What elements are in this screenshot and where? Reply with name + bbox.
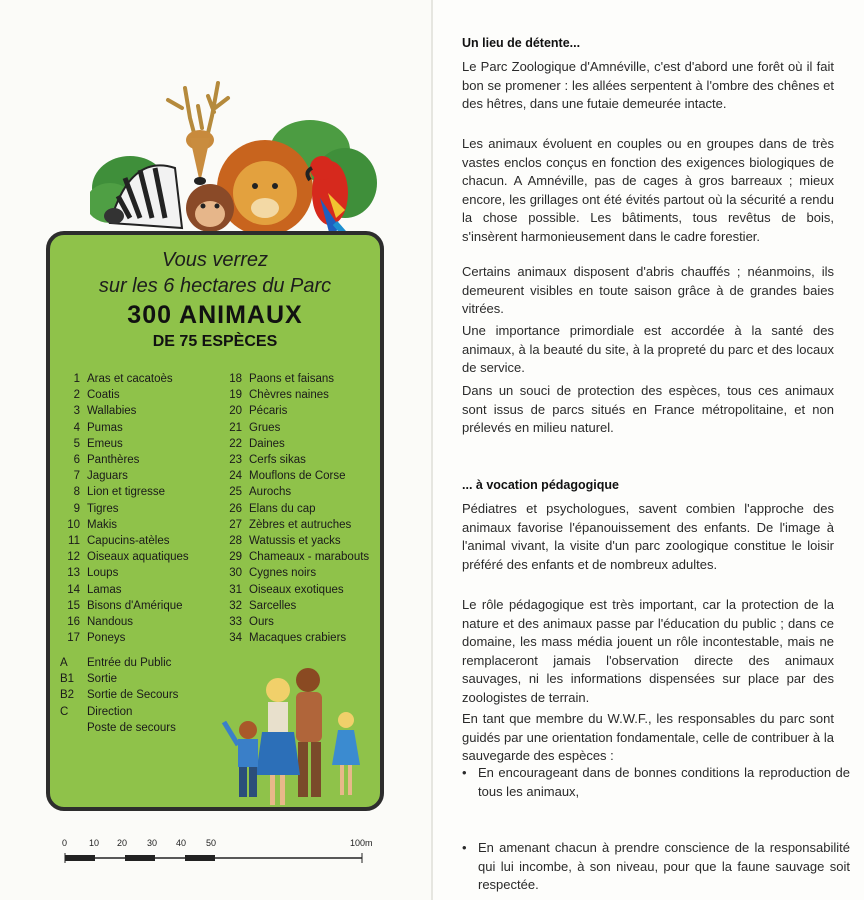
legend-item: Poste de secours bbox=[87, 721, 176, 734]
list-item: 31 Oiseaux exotiques bbox=[229, 583, 344, 596]
list-item: 18 Paons et faisans bbox=[229, 373, 335, 385]
scale-bar bbox=[62, 850, 382, 866]
bullet-item: • En encourageant dans de bonnes conditions la reproduction de tous les animaux, bbox=[462, 765, 850, 799]
list-item: 23 Cerfs sikas bbox=[229, 454, 306, 467]
list-item: 29 Chameaux - marabouts bbox=[229, 551, 370, 564]
list-item: 3 Wallabies bbox=[73, 405, 137, 418]
right-panel bbox=[434, 0, 864, 900]
map-legend bbox=[60, 655, 178, 736]
paragraph: Dans un souci de protection des espèces, tous ces animaux sont issus de parcs situés en France métropolitaine, et non prélevés en milieu naturel. bbox=[462, 383, 834, 435]
list-item: 32 Sarcelles bbox=[229, 599, 297, 612]
paragraph: Certains animaux disposent d'abris chauffés ; néanmoins, ils demeurent visibles en toute saison grâce à de grandes baies vitrées. bbox=[462, 264, 834, 316]
list-item: 2 Coatis bbox=[73, 389, 120, 402]
list-item: 33 Ours bbox=[229, 616, 274, 629]
list-item: 34 Macaques crabiers bbox=[229, 632, 347, 645]
list-item: 27 Zèbres et autruches bbox=[229, 518, 352, 531]
bullet-marker: • bbox=[462, 840, 467, 855]
bullet-marker: • bbox=[462, 765, 467, 780]
paragraph: Le Parc Zoologique d'Amnéville, c'est d'abord une forêt où il fait bon se promener : les allées serpentent à l'ombre des chênes et des hêtres, dans une futaie demeurée intacte. bbox=[462, 59, 834, 111]
card-heading-line2: sur les 6 hectares du Parc bbox=[98, 275, 332, 297]
card-species-count: DE 75 ESPÈCES bbox=[152, 333, 278, 350]
page-fold bbox=[431, 0, 433, 900]
paragraph: Pédiatres et psychologues, savent combien l'approche des animaux favorise l'épanouissement des enfants. De l'image à l'animal vivant, la visite d'un parc zoologique constitue le loisir préféré des enfants et de nombreux adultes. bbox=[462, 501, 834, 572]
bullet-item: • En amenant chacun à prendre conscience de la responsabilité qui lui incombe, à son niveau, pour que la faune sauvage soit respectée. bbox=[462, 840, 850, 892]
list-item: 28 Watussis et yacks bbox=[229, 535, 341, 548]
card-animal-count: 300 ANIMAUX bbox=[127, 301, 303, 329]
list-item: 16 Nandous bbox=[67, 616, 134, 629]
list-item: 22 Daines bbox=[229, 437, 285, 450]
legend-item: A Entrée du Public bbox=[60, 657, 172, 669]
legend-item: B1 Sortie bbox=[60, 673, 118, 686]
list-item: 11 Capucins-atèles bbox=[68, 535, 170, 548]
legend-item: C Direction bbox=[60, 705, 133, 718]
paragraph: Les animaux évoluent en couples ou en groupes dans de très vastes enclos conçus en fonction des exigences biologiques de chacun. A Amnéville, pas de cages à gros barreaux ; mieux encore, les grillages ont été évités partout où la sécurité a rendu la chose possible. Les bâtiments, tous revêtus de bois, s'insèrent harmonieusement dans le cadre forestier. bbox=[462, 136, 834, 244]
paragraph: Une importance primordiale est accordée à la santé des animaux, à la beauté du site, à la propreté du parc et des locaux de service. bbox=[462, 323, 834, 375]
list-item: 25 Aurochs bbox=[229, 486, 292, 499]
list-item: 8 Lion et tigresse bbox=[73, 486, 165, 499]
paragraph: Le rôle pédagogique est très important, car la protection de la nature et des animaux passe par l'éducation du public ; dans ce domaine, les mass média jouent un rôle incontestable, mais ne remplaceront jamais l'observation directe des animaux sauvages, ni les informations dispensées sur place par des zoologistes de terrain. bbox=[462, 597, 834, 705]
list-item: 4 Pumas bbox=[73, 421, 123, 434]
list-item: 26 Elans du cap bbox=[229, 502, 316, 515]
animals-illustration bbox=[90, 78, 380, 248]
list-item: 20 Pécaris bbox=[229, 405, 288, 418]
legend-item: B2 Sortie de Secours bbox=[60, 689, 179, 702]
list-item: 6 Panthères bbox=[73, 454, 140, 467]
animal-list-column-2 bbox=[222, 371, 369, 646]
list-item: 30 Cygnes noirs bbox=[229, 567, 317, 580]
section-heading-detente: Un lieu de détente... bbox=[462, 36, 581, 50]
list-item: 9 Tigres bbox=[73, 502, 119, 515]
paragraph: En tant que membre du W.W.F., les responsables du parc sont guidés par une orientation fondamentale, celle de contribuer à la sauvegarde des espèces : bbox=[462, 711, 834, 763]
animal-list-column-1 bbox=[60, 371, 189, 646]
list-item: 7 Jaguars bbox=[73, 470, 128, 483]
list-item: 1 Aras et cacatoès bbox=[73, 373, 173, 385]
list-item: 21 Grues bbox=[229, 421, 281, 434]
list-item: 15 Bisons d'Amérique bbox=[67, 599, 183, 612]
list-item: 19 Chèvres naines bbox=[229, 389, 329, 402]
list-item: 13 Loups bbox=[67, 567, 119, 580]
list-item: 12 Oiseaux aquatiques bbox=[67, 551, 189, 564]
list-item: 17 Poneys bbox=[67, 632, 126, 645]
list-item: 24 Mouflons de Corse bbox=[229, 470, 346, 483]
list-item: 5 Emeus bbox=[73, 437, 123, 450]
list-item: 10 Makis bbox=[67, 518, 118, 531]
family-illustration bbox=[216, 660, 376, 815]
map-scale: 0 10 20 30 40 50 100m bbox=[62, 838, 382, 868]
card-heading-line1: Vous verrez bbox=[162, 249, 268, 271]
list-item: 14 Lamas bbox=[67, 583, 122, 596]
section-heading-pedagogique: ... à vocation pédagogique bbox=[462, 478, 619, 492]
